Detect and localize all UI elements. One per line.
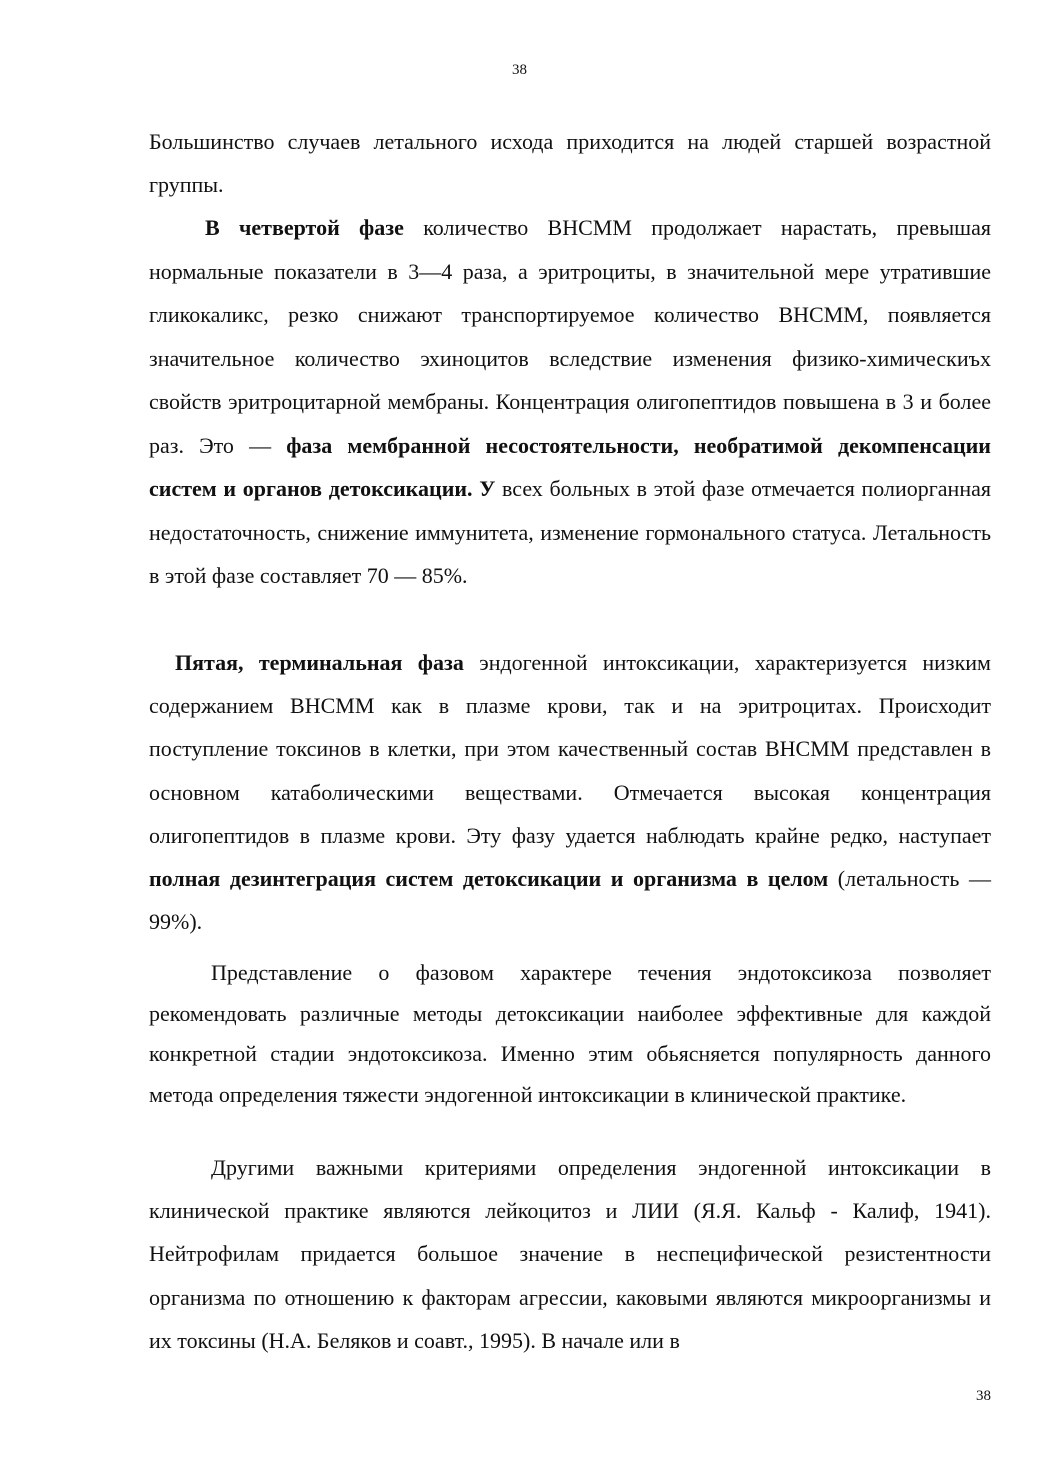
paragraph-1-text: Большинство случаев летального исхода приходится на людей старшей возрастной группы. (149, 129, 991, 197)
paragraph-3-fifth-phase (149, 641, 991, 943)
page-number-top: 38 (512, 62, 527, 78)
paragraph-5 (149, 1146, 991, 1362)
paragraph-4 (149, 953, 991, 1115)
paragraph-3-text-b: (летальность — 99%). (149, 866, 992, 935)
paragraph-1 (149, 120, 991, 206)
fifth-phase-heading: Пятая, терминальная фаза (175, 650, 464, 675)
paragraph-4-text: Представление о фазовом характере течения эндотоксикоза позволяет рекомендовать различные методы детоксикации наиболее эффективные для каждой конкретной стадии эндотоксикоза. Именно этим обьясняется популярность данного метода определения тяжести эндогенной интоксикации в клинической практике. (149, 960, 991, 1107)
paragraph-5-text: Другими важными критериями определения эндогенной интоксикации в клинической практике являются лейкоцитоз и ЛИИ (Я.Я. Кальф - Калиф, 1941). Нейтрофилам придается большое значение в неспецифической резистентности организма по отношению к факторам агрессии, каковыми являются микроорганизмы и их токсины (Н.А. Беляков и соавт., 1995). В начале или в (149, 1155, 991, 1353)
paragraph-2-fourth-phase (149, 206, 991, 598)
fourth-phase-heading: В четвертой фазе (205, 215, 404, 240)
paragraph-2-text-b: всех больных в этой фазе отмечается полиорганная недостаточность, снижение иммунитета, изменение гормонального статуса. Летальность в этой фазе составляет 70 — 85%. (149, 476, 991, 588)
page-number-bottom: 38 (976, 1388, 991, 1404)
paragraph-2-text-a: количество ВНСММ продолжает нарастать, превышая нормальные показатели в 3—4 раза, а эритроциты, в значительной мере утратившие гликокаликс, резко снижают транспортируемое количество ВНСММ, появляется значительное количество эхиноцитов вследствие изменения физико-химическиъх свойств эритроцитарной мембраны. Концентрация олигопептидов повышена в 3 и более раз. Это — (149, 215, 992, 458)
fourth-phase-definition: фаза мембранной несостоятельности, необратимой декомпенсации систем и органов детоксикации. У (149, 432, 991, 501)
paragraph-3-text-a: эндогенной интоксикации, характеризуется низким содержанием ВНСММ как в плазме крови, так и на эритроцитах. Происходит поступление токсинов в клетки, при этом качественный состав ВНСММ представлен в основном катаболическими веществами. Отмечается высокая концентрация олигопептидов в плазме крови. Эту фазу удается наблюдать крайне редко, наступает (149, 650, 991, 848)
fifth-phase-definition: полная дезинтеграция систем детоксикации и организма в целом (149, 866, 829, 892)
